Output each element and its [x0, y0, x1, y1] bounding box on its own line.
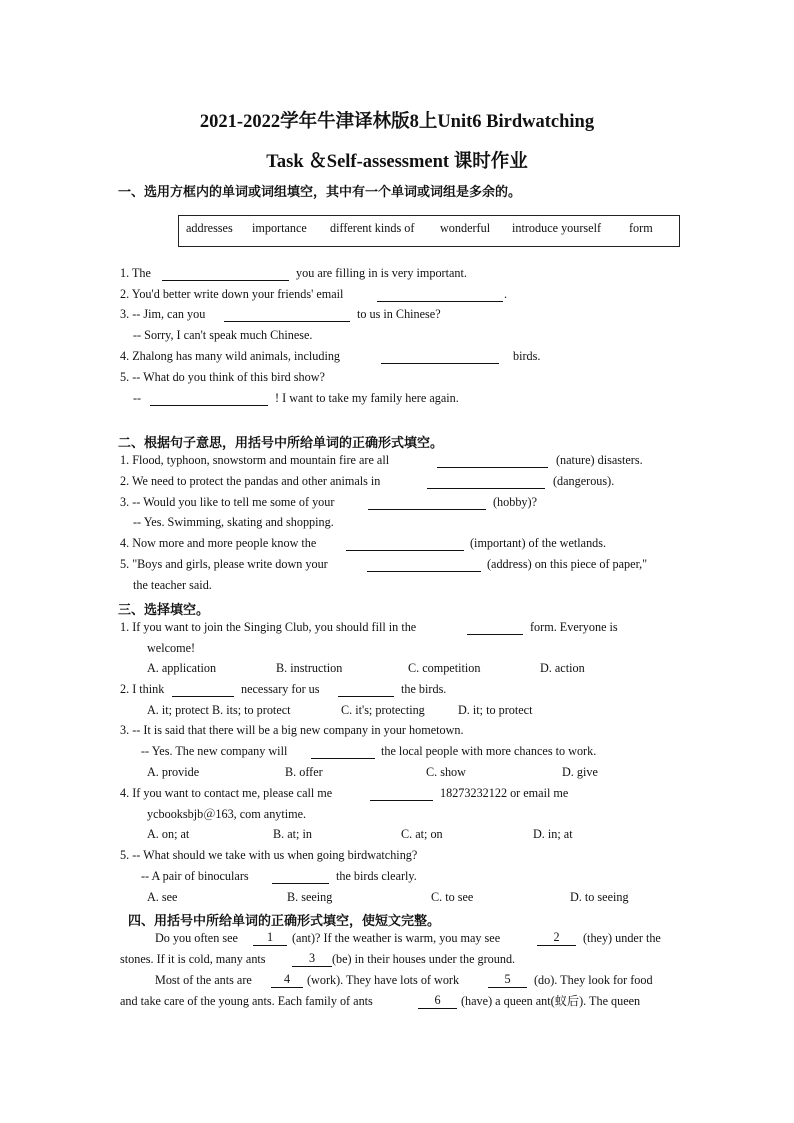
question: 4. Zhalong has many wild animals, including — [120, 349, 341, 363]
option[interactable]: B. offer — [285, 765, 323, 779]
passage-text: (have) a queen ant(蚁后). The queen — [461, 994, 641, 1008]
blank-number: 4 — [283, 972, 291, 986]
word-box-item: form — [629, 221, 653, 235]
answer-blank[interactable] — [150, 405, 268, 406]
question: the birds. — [401, 682, 447, 696]
answer-blank[interactable] — [338, 696, 394, 697]
section4-heading: 四、用括号中所给单词的正确形式填空，使短文完整。 — [128, 914, 441, 929]
question: form. Everyone is — [530, 620, 618, 634]
answer-blank[interactable] — [292, 966, 332, 967]
answer-blank[interactable] — [271, 987, 303, 988]
word-box-item: introduce yourself — [512, 221, 602, 235]
option[interactable]: C. show — [426, 765, 466, 779]
answer-blank[interactable] — [162, 280, 289, 281]
question: (hobby)? — [493, 495, 537, 509]
answer-blank[interactable] — [224, 321, 350, 322]
word-box-item: importance — [252, 221, 307, 235]
blank-number: 2 — [553, 930, 560, 944]
answer-blank[interactable] — [311, 758, 375, 759]
passage-text: Do you often see — [155, 931, 238, 945]
option[interactable]: A. provide — [147, 765, 200, 779]
passage-text: (be) in their houses under the ground. — [332, 952, 516, 966]
option[interactable]: D. to seeing — [570, 890, 629, 904]
answer-blank[interactable] — [368, 509, 486, 510]
word-box-item: addresses — [186, 221, 233, 235]
question-continuation: the teacher said. — [133, 578, 212, 592]
question: (nature) disasters. — [556, 453, 643, 467]
question-reply: -- — [133, 391, 142, 405]
question: 18273232122 or email me — [440, 786, 569, 800]
question-reply: the local people with more chances to work. — [381, 744, 597, 758]
answer-blank[interactable] — [370, 800, 433, 801]
question: 1. If you want to join the Singing Club, you should fill in the — [120, 620, 417, 634]
answer-blank[interactable] — [377, 301, 503, 302]
question: (dangerous). — [553, 474, 615, 488]
blank-number: 1 — [266, 930, 274, 944]
question: 4. If you want to contact me, please call me — [120, 786, 333, 800]
answer-blank[interactable] — [427, 488, 545, 489]
passage-text: (do). They look for food — [534, 973, 653, 987]
question: 3. -- Would you like to tell me some of your — [120, 495, 335, 509]
option[interactable]: D. action — [540, 661, 585, 675]
question: you are filling in is very important. — [296, 266, 467, 280]
question-reply: the birds clearly. — [336, 869, 417, 883]
question: necessary for us — [241, 682, 320, 696]
passage-text: Most of the ants are — [155, 973, 252, 987]
question: 5. -- What do you think of this bird show? — [120, 370, 325, 384]
option[interactable]: B. instruction — [276, 661, 343, 675]
page-title: 2021-2022学年牛津译林版8上Unit6 Birdwatching — [199, 112, 595, 132]
answer-blank[interactable] — [172, 696, 234, 697]
word-box-item: wonderful — [440, 221, 491, 235]
question: (address) on this piece of paper," — [487, 557, 648, 571]
question: (important) of the wetlands. — [470, 536, 607, 550]
word-box-item: different kinds of — [330, 221, 415, 235]
section1-heading: 一、选用方框内的单词或词组填空，其中有一个单词或词组是多余的。 — [118, 185, 522, 200]
question-reply: -- Sorry, I can't speak much Chinese. — [133, 328, 313, 342]
blank-number: 6 — [434, 993, 441, 1007]
answer-blank[interactable] — [488, 987, 527, 988]
question-reply: -- Yes. Swimming, skating and shopping. — [133, 515, 334, 529]
question: to us in Chinese? — [357, 307, 441, 321]
option[interactable]: C. it's; protecting — [341, 703, 425, 717]
question-reply: -- Yes. The new company will — [141, 744, 288, 758]
option[interactable]: A. it; protect B. its; to protect — [147, 703, 291, 717]
answer-blank[interactable] — [272, 883, 329, 884]
question: 1. The — [120, 266, 151, 280]
passage-text: (work). They have lots of work — [307, 973, 460, 987]
option[interactable]: A. see — [147, 890, 178, 904]
option[interactable]: C. to see — [431, 890, 474, 904]
passage-text: stones. If it is cold, many ants — [120, 952, 266, 966]
section3-heading: 三、选择填空。 — [118, 603, 210, 618]
passage-text: and take care of the young ants. Each family of ants — [120, 994, 373, 1008]
option[interactable]: C. at; on — [401, 827, 443, 841]
option[interactable]: B. seeing — [287, 890, 333, 904]
answer-blank[interactable] — [346, 550, 464, 551]
word-box — [178, 215, 680, 247]
answer-blank[interactable] — [367, 571, 481, 572]
answer-blank[interactable] — [437, 467, 548, 468]
question: 3. -- Jim, can you — [120, 307, 206, 321]
answer-blank[interactable] — [381, 363, 499, 364]
question: birds. — [513, 349, 541, 363]
question: 2. I think — [120, 682, 165, 696]
answer-blank[interactable] — [537, 945, 576, 946]
blank-number: 3 — [308, 951, 316, 965]
question: 1. Flood, typhoon, snowstorm and mountain fire are all — [120, 453, 390, 467]
option[interactable]: D. in; at — [533, 827, 573, 841]
question: 5. "Boys and girls, please write down your — [120, 557, 328, 571]
passage-text: (ant)? If the weather is warm, you may see — [292, 931, 501, 945]
option[interactable]: D. give — [562, 765, 598, 779]
question: 3. -- It is said that there will be a big new company in your hometown. — [120, 723, 464, 737]
answer-blank[interactable] — [467, 634, 523, 635]
section2-heading: 二、根据句子意思，用括号中所给单词的正确形式填空。 — [118, 436, 444, 451]
passage-text: (they) under the — [583, 931, 661, 945]
page-subtitle: Task ＆Self-assessment 课时作业 — [266, 152, 528, 172]
question-reply: ! I want to take my family here again. — [275, 391, 459, 405]
question: 2. We need to protect the pandas and other animals in — [120, 474, 381, 488]
option[interactable]: A. on; at — [147, 827, 190, 841]
question: 5. -- What should we take with us when going birdwatching? — [120, 848, 418, 862]
answer-blank[interactable] — [253, 945, 287, 946]
question-continuation: ycbooksbjb＠163, com anytime. — [147, 807, 307, 821]
question: . — [504, 287, 508, 301]
question-continuation: welcome! — [147, 641, 196, 655]
question: 4. Now more and more people know the — [120, 536, 317, 550]
answer-blank[interactable] — [418, 1008, 457, 1009]
option[interactable]: D. it; to protect — [458, 703, 533, 717]
option[interactable]: C. competition — [408, 661, 481, 675]
question: 2. You'd better write down your friends' email — [120, 287, 344, 301]
question-reply: -- A pair of binoculars — [141, 869, 249, 883]
option[interactable]: B. at; in — [273, 827, 312, 841]
blank-number: 5 — [504, 972, 511, 986]
option[interactable]: A. application — [147, 661, 217, 675]
